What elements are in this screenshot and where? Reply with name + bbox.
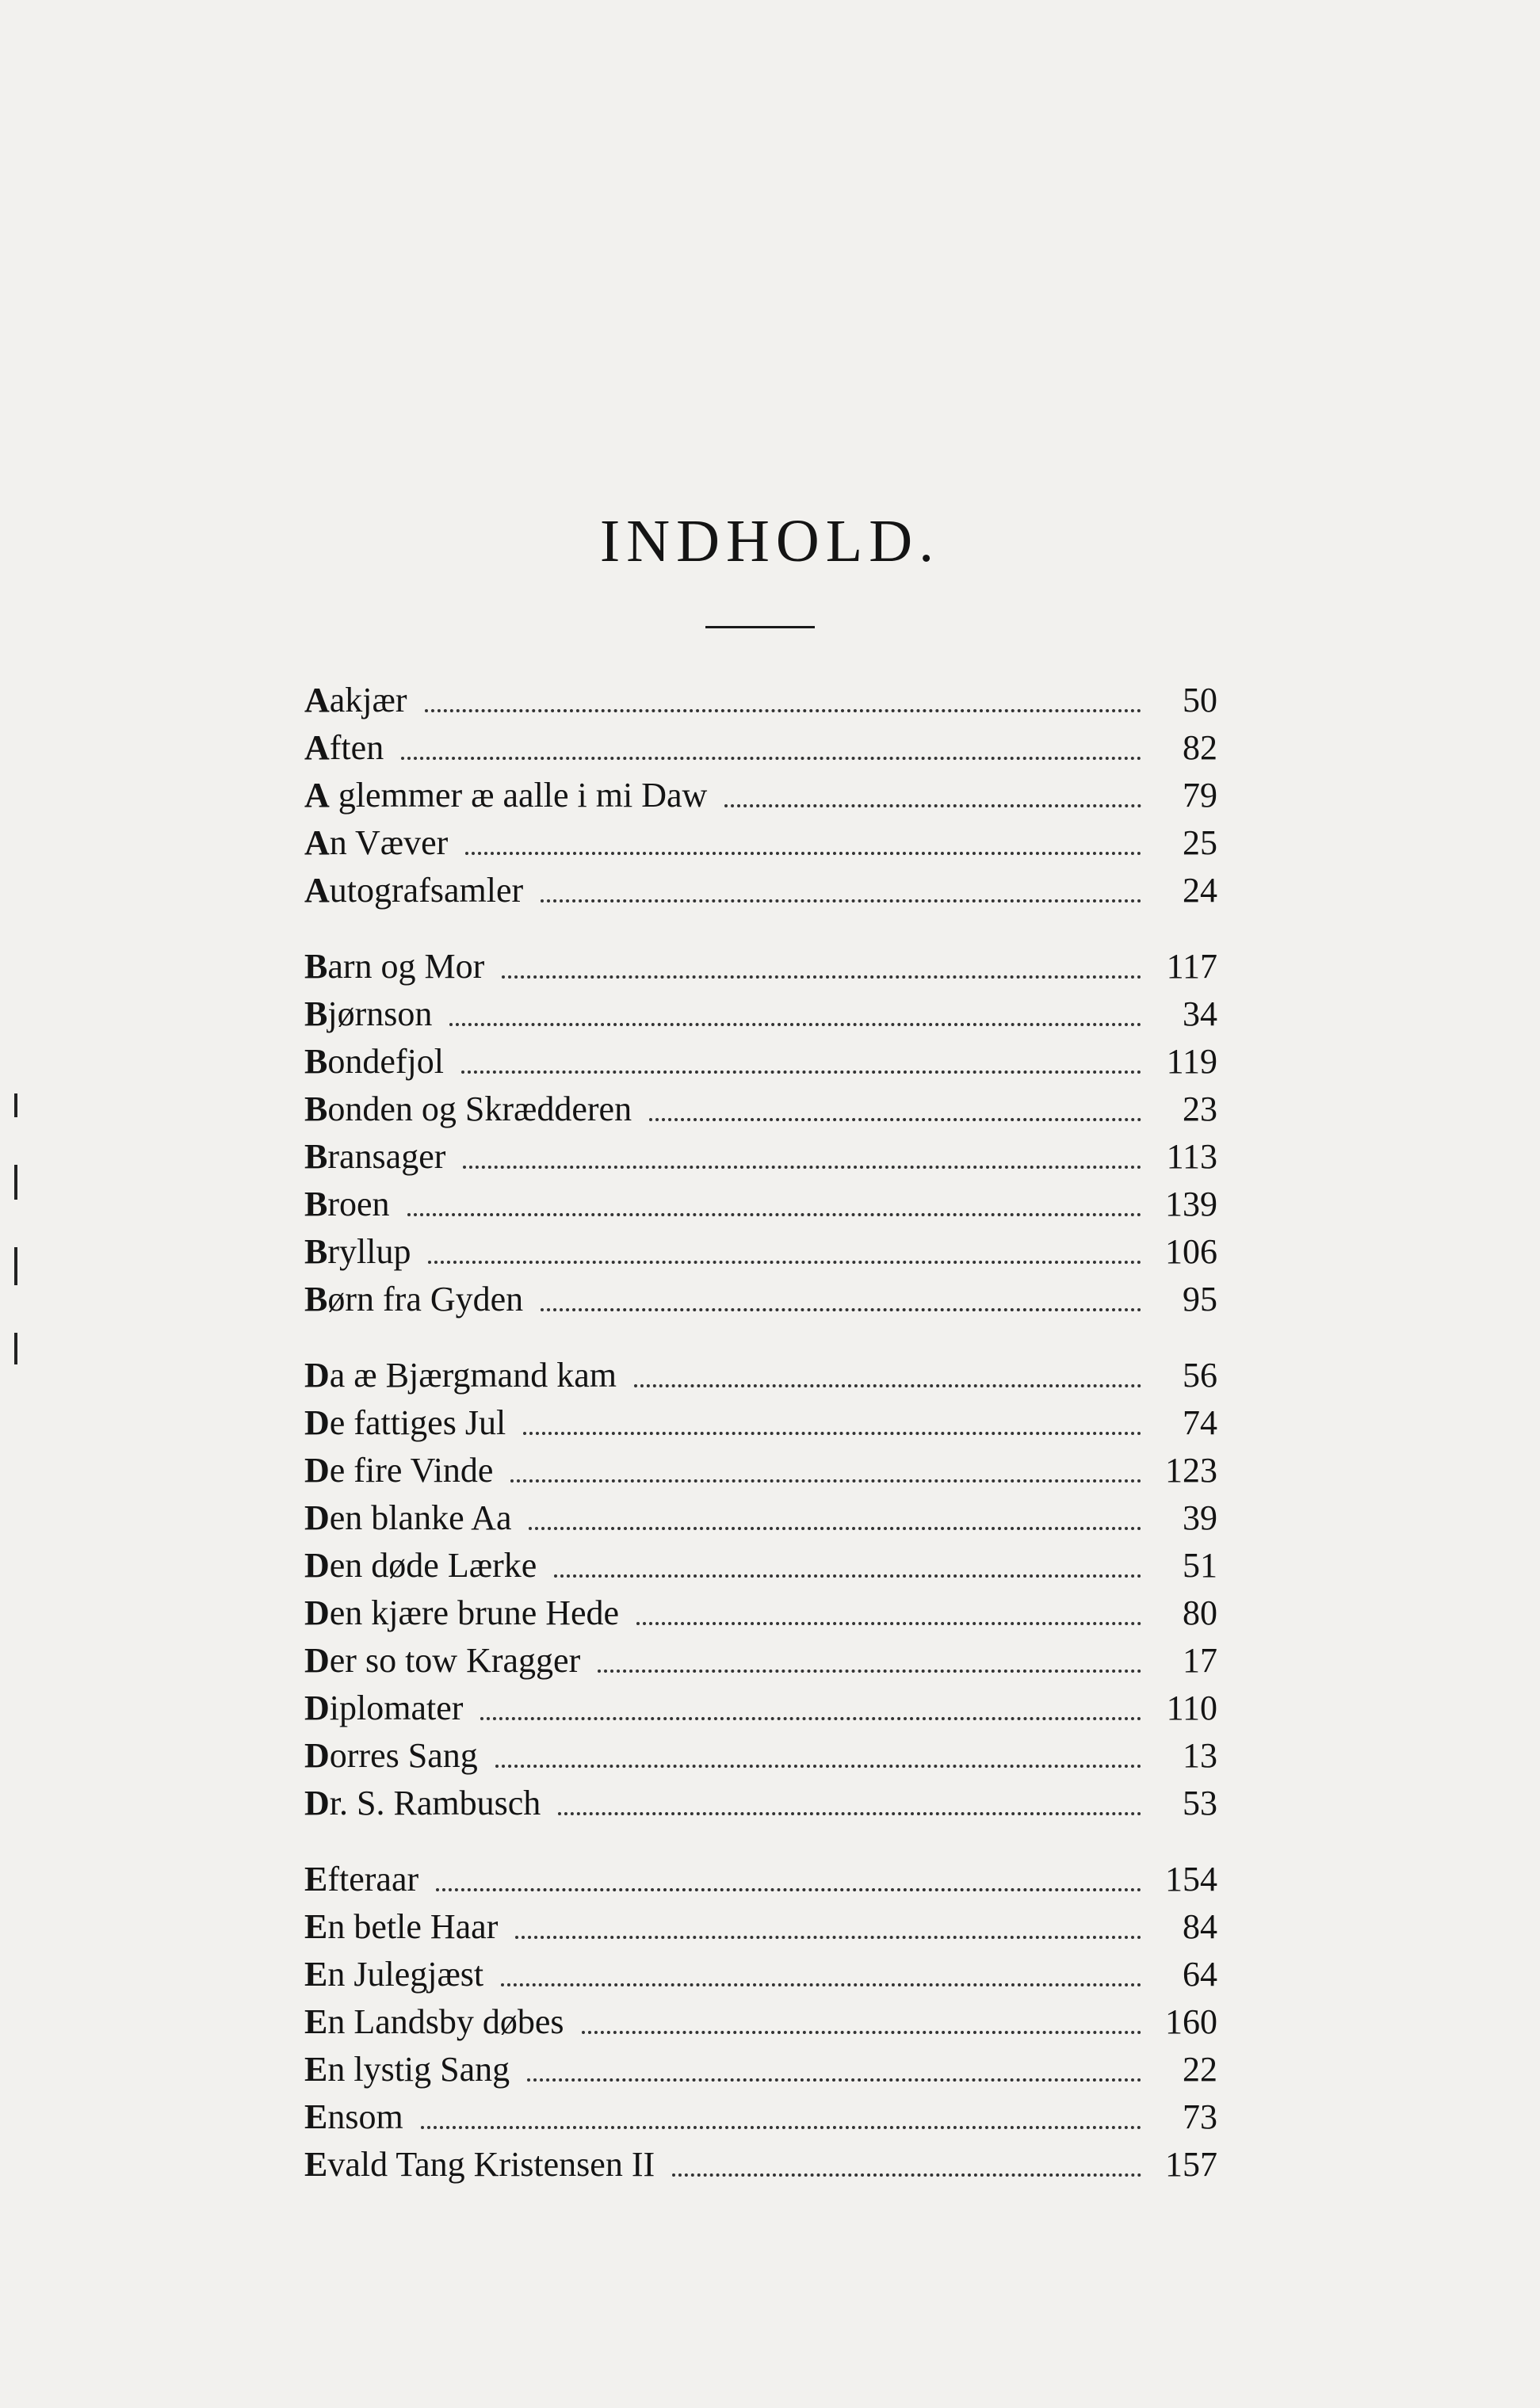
entry-page-number: 74	[1183, 1403, 1217, 1442]
entry-title: En Julegjæst	[304, 1955, 484, 1994]
edge-mark	[14, 1333, 17, 1364]
dot-leader	[461, 1066, 1141, 1074]
entry-title: Autografsamler	[304, 871, 524, 910]
entry-title: Broen	[304, 1185, 390, 1223]
entry-title: Diplomater	[304, 1689, 464, 1727]
entry-page-number: 106	[1165, 1232, 1217, 1271]
toc-entry	[304, 1181, 1217, 1228]
entry-title: Børn fra Gyden	[304, 1280, 524, 1318]
toc-group	[304, 1856, 1217, 2189]
dot-leader	[421, 2121, 1141, 2129]
entry-page-number: 95	[1183, 1280, 1217, 1318]
title-divider	[705, 626, 815, 628]
toc-entry	[304, 2093, 1217, 2141]
dot-leader	[407, 1208, 1141, 1216]
entry-page-number: 80	[1183, 1593, 1217, 1632]
entry-title: Der so tow Kragger	[304, 1641, 581, 1680]
dot-leader	[515, 1931, 1141, 1939]
entry-page-number: 24	[1183, 871, 1217, 910]
dot-leader	[636, 1617, 1141, 1625]
toc-entry	[304, 1856, 1217, 1903]
toc-group	[304, 943, 1217, 1323]
toc-entry	[304, 1494, 1217, 1542]
dot-leader	[425, 704, 1141, 712]
toc-entry	[304, 867, 1217, 914]
entry-page-number: 82	[1183, 728, 1217, 767]
entry-page-number: 25	[1183, 823, 1217, 862]
entry-page-number: 84	[1183, 1907, 1217, 1946]
toc-entry	[304, 1228, 1217, 1276]
dot-leader	[401, 752, 1141, 760]
entry-page-number: 154	[1165, 1860, 1217, 1899]
entry-title: Bryllup	[304, 1232, 411, 1271]
entry-title: Den kjære brune Hede	[304, 1593, 620, 1632]
toc-entry	[304, 819, 1217, 867]
entry-page-number: 79	[1183, 776, 1217, 815]
entry-title: Bransager	[304, 1137, 446, 1176]
entry-title: Ensom	[304, 2097, 403, 2136]
toc-group	[304, 1352, 1217, 1827]
page-title: INDHOLD.	[599, 508, 941, 574]
toc-entry	[304, 677, 1217, 724]
entry-title: A glemmer æ aalle i mi Daw	[304, 776, 708, 815]
entry-page-number: 139	[1165, 1185, 1217, 1223]
dot-leader	[634, 1380, 1141, 1387]
dot-leader	[495, 1760, 1141, 1768]
toc-entry	[304, 990, 1217, 1038]
toc-entry	[304, 1133, 1217, 1181]
entry-page-number: 17	[1183, 1641, 1217, 1680]
entry-title: Den døde Lærke	[304, 1546, 537, 1585]
dot-leader	[428, 1256, 1141, 1264]
dot-leader	[463, 1161, 1141, 1169]
table-of-contents	[304, 677, 1217, 2217]
entry-title: Da æ Bjærgmand kam	[304, 1356, 617, 1395]
entry-title: An Væver	[304, 823, 449, 862]
entry-title: Den blanke Aa	[304, 1498, 512, 1537]
dot-leader	[541, 1303, 1141, 1311]
entry-title: Aften	[304, 728, 384, 767]
toc-group	[304, 677, 1217, 914]
entry-title: En betle Haar	[304, 1907, 499, 1946]
dot-leader	[527, 2074, 1141, 2082]
toc-entry	[304, 2141, 1217, 2189]
toc-entry	[304, 1589, 1217, 1637]
toc-entry	[304, 724, 1217, 772]
entry-page-number: 50	[1183, 681, 1217, 719]
entry-page-number: 160	[1165, 2002, 1217, 2041]
entry-page-number: 13	[1183, 1736, 1217, 1775]
entry-page-number: 117	[1166, 947, 1217, 986]
entry-page-number: 23	[1183, 1090, 1217, 1128]
dot-leader	[449, 1018, 1141, 1026]
toc-entry	[304, 1038, 1217, 1086]
entry-page-number: 64	[1183, 1955, 1217, 1994]
toc-entry	[304, 1276, 1217, 1323]
entry-title: De fattiges Jul	[304, 1403, 506, 1442]
dot-leader	[582, 2026, 1141, 2034]
edge-mark	[14, 1093, 17, 1117]
toc-entry	[304, 1780, 1217, 1827]
dot-leader	[523, 1427, 1141, 1435]
page-edge-marks	[14, 1093, 19, 1412]
entry-page-number: 123	[1165, 1451, 1217, 1490]
dot-leader	[558, 1807, 1141, 1815]
entry-page-number: 34	[1183, 994, 1217, 1033]
entry-page-number: 56	[1183, 1356, 1217, 1395]
toc-entry	[304, 1903, 1217, 1951]
dot-leader	[510, 1475, 1141, 1483]
dot-leader	[649, 1113, 1141, 1121]
dot-leader	[502, 971, 1141, 979]
toc-entry	[304, 1542, 1217, 1589]
entry-page-number: 110	[1166, 1689, 1217, 1727]
entry-page-number: 113	[1166, 1137, 1217, 1176]
toc-entry	[304, 943, 1217, 990]
entry-title: En lystig Sang	[304, 2050, 510, 2089]
toc-entry	[304, 1637, 1217, 1685]
toc-entry	[304, 1732, 1217, 1780]
entry-title: Bonden og Skrædderen	[304, 1090, 632, 1128]
dot-leader	[501, 1979, 1141, 1986]
dot-leader	[672, 2169, 1141, 2177]
entry-page-number: 119	[1166, 1042, 1217, 1081]
entry-page-number: 73	[1183, 2097, 1217, 2136]
entry-title: En Landsby døbes	[304, 2002, 564, 2041]
entry-title: Barn og Mor	[304, 947, 485, 986]
dot-leader	[541, 895, 1141, 903]
edge-mark	[14, 1247, 17, 1285]
dot-leader	[480, 1712, 1141, 1720]
dot-leader	[598, 1665, 1141, 1673]
dot-leader	[554, 1570, 1141, 1578]
entry-title: Dr. S. Rambusch	[304, 1784, 541, 1822]
toc-entry	[304, 2046, 1217, 2093]
dot-leader	[724, 799, 1141, 807]
toc-entry	[304, 1685, 1217, 1732]
toc-entry	[304, 1951, 1217, 1998]
entry-title: Bondefjol	[304, 1042, 444, 1081]
entry-page-number: 51	[1183, 1546, 1217, 1585]
dot-leader	[465, 847, 1141, 855]
entry-title: Bjørnson	[304, 994, 433, 1033]
edge-mark	[14, 1165, 17, 1200]
entry-page-number: 22	[1183, 2050, 1217, 2089]
entry-title: De fire Vinde	[304, 1451, 494, 1490]
toc-entry	[304, 1086, 1217, 1133]
entry-title: Dorres Sang	[304, 1736, 478, 1775]
dot-leader	[529, 1522, 1141, 1530]
entry-page-number: 53	[1183, 1784, 1217, 1822]
toc-entry	[304, 1998, 1217, 2046]
entry-title: Efteraar	[304, 1860, 419, 1899]
toc-entry	[304, 1399, 1217, 1447]
dot-leader	[436, 1883, 1141, 1891]
entry-title: Evald Tang Kristensen II	[304, 2145, 655, 2184]
toc-entry	[304, 1447, 1217, 1494]
entry-page-number: 157	[1165, 2145, 1217, 2184]
toc-entry	[304, 772, 1217, 819]
toc-entry	[304, 1352, 1217, 1399]
entry-page-number: 39	[1183, 1498, 1217, 1537]
entry-title: Aakjær	[304, 681, 407, 719]
